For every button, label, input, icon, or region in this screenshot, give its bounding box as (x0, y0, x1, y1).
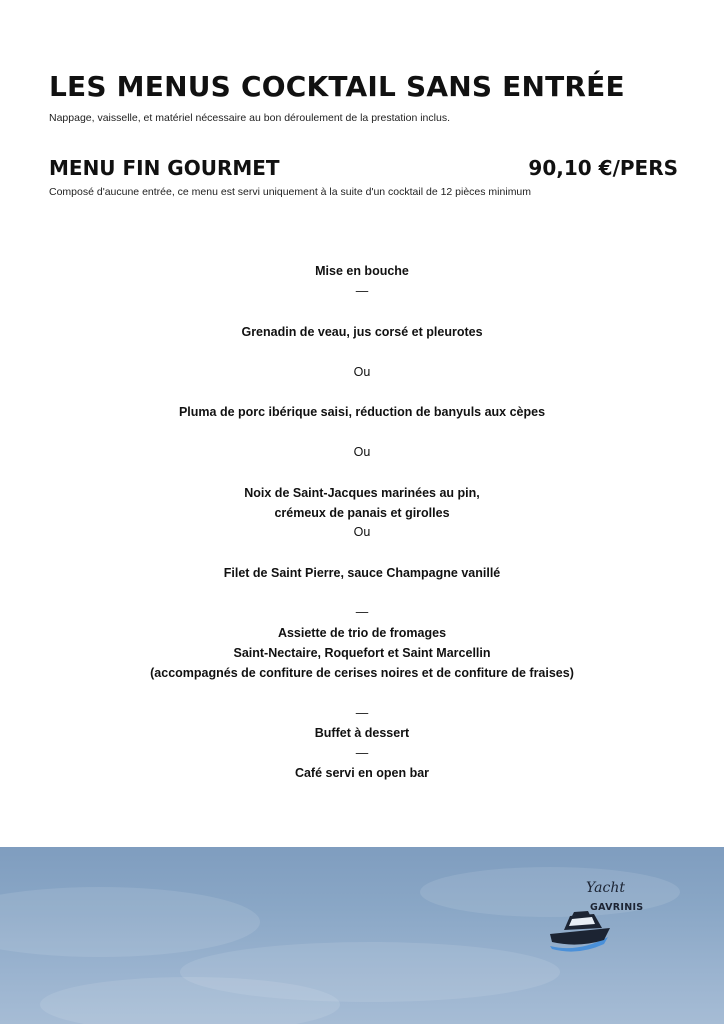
course-line: Buffet à dessert (314, 726, 410, 740)
or-line: Ou (353, 525, 371, 539)
course-line: Noix de Saint-Jacques marinées au pin, (244, 486, 480, 500)
course-line: Filet de Saint Pierre, sauce Champagne vanillé (223, 566, 501, 580)
page-title: LES MENUS COCKTAIL SANS ENTRÉE (49, 70, 625, 103)
separator-line: — (355, 746, 369, 760)
page-subtitle: Nappage, vaisselle, et matériel nécessaire au bon déroulement de la prestation inclus. (49, 112, 450, 124)
course-line: (accompagnés de confiture de cerises noires et de confiture de fraises) (150, 666, 574, 680)
yacht-boat-icon (548, 906, 614, 952)
yacht-gavrinis-logo (548, 878, 660, 954)
course-line: Café servi en open bar (294, 766, 430, 780)
or-line: Ou (353, 445, 371, 459)
course-line: Mise en bouche (315, 264, 409, 278)
separator-line: — (355, 706, 369, 720)
course-line: crémeux de panais et girolles (274, 506, 450, 520)
course-line: Saint-Nectaire, Roquefort et Saint Marcellin (233, 646, 491, 660)
separator-line: — (355, 605, 369, 619)
logo-script-text: Yacht (586, 880, 625, 896)
course-line: Grenadin de veau, jus corsé et pleurotes (241, 325, 483, 339)
or-line: Ou (353, 365, 371, 379)
logo-wordmark: GAVRINIS (590, 902, 644, 913)
menu-price: 90,10 €/PERS (528, 156, 678, 180)
course-line: Pluma de porc ibérique saisi, réduction de banyuls aux cèpes (178, 405, 546, 419)
menu-description: Composé d'aucune entrée, ce menu est servi uniquement à la suite d'un cocktail de 12 pièces minimum (49, 186, 532, 198)
course-line: Assiette de trio de fromages (277, 626, 447, 640)
separator-line: — (355, 284, 369, 298)
menu-name: MENU FIN GOURMET (49, 156, 280, 180)
